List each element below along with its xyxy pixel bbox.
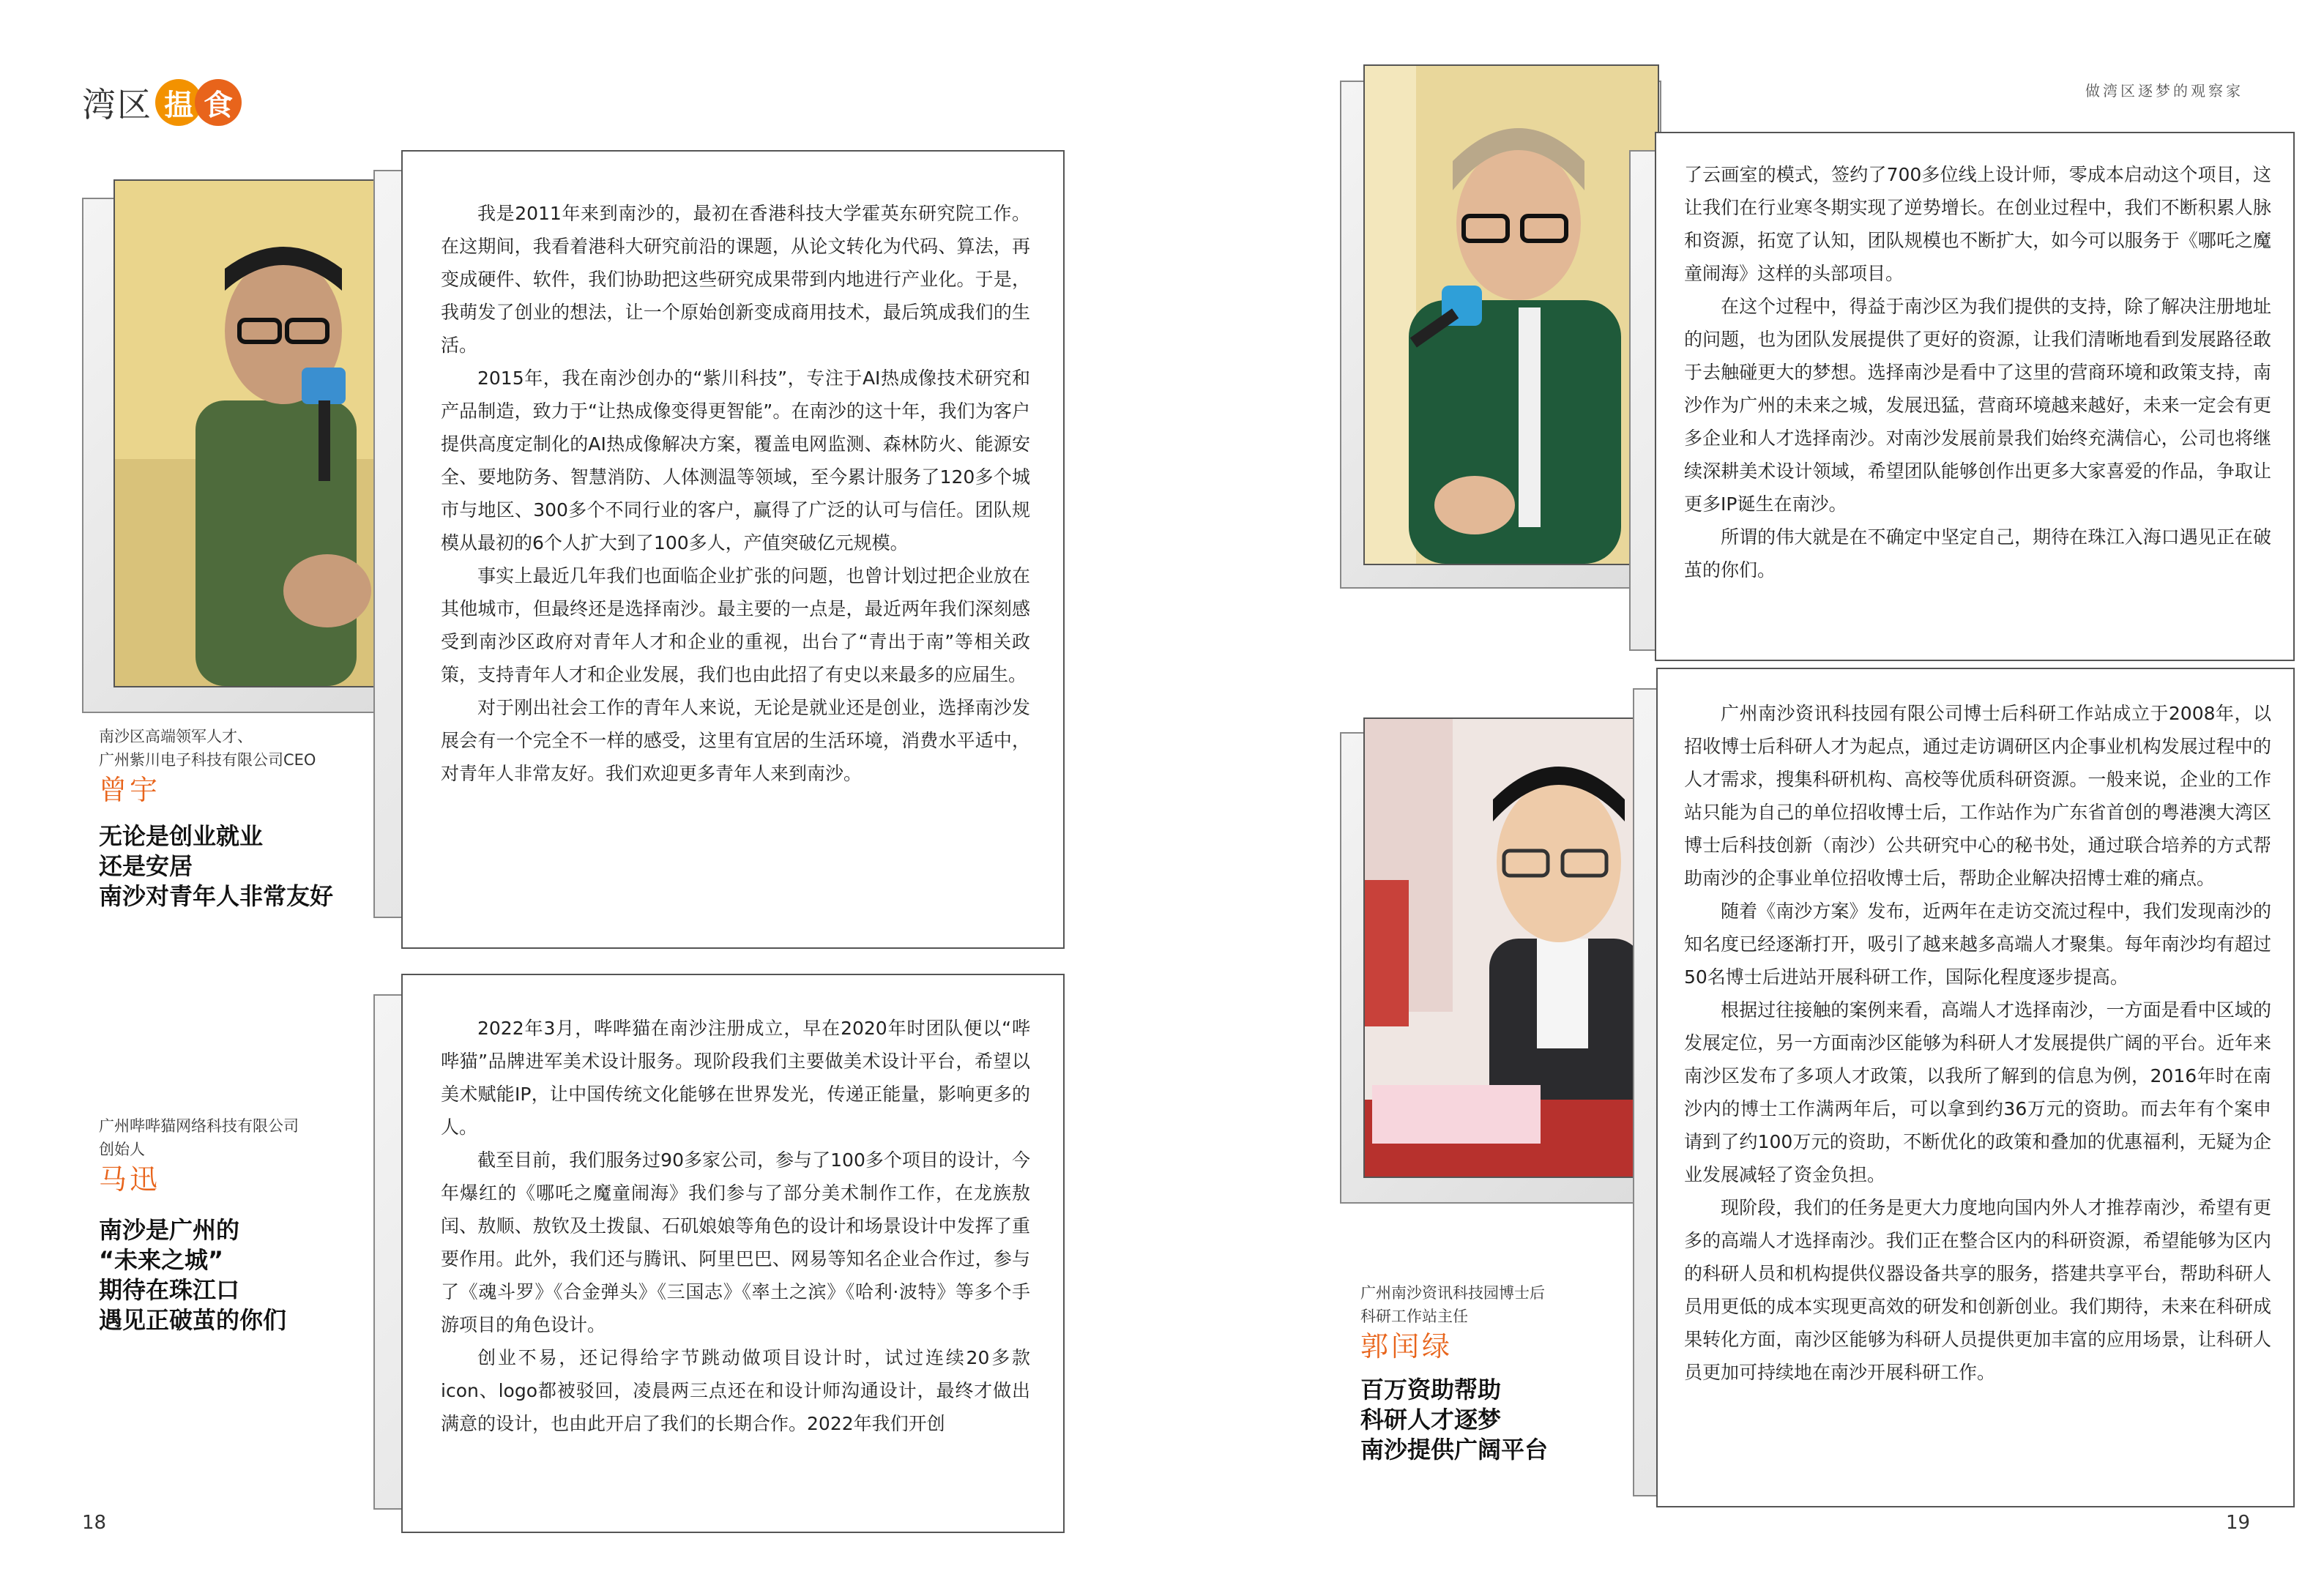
paragraph: 随着《南沙方案》发布，近两年在走访交流过程中，我们发现南沙的知名度已经逐渐打开，吸引了越来越多高端人才聚集。每年南沙均有超过50名博士后进站开展科研工作，国际化程度逐步提高。 (1684, 901, 2271, 988)
slogan-line: 南沙是广州的 (99, 1216, 240, 1244)
slogan-line: 无论是创业就业 (99, 822, 264, 850)
page-number-right: 19 (2226, 1512, 2251, 1534)
magazine-running-title: 做湾区逐梦的观察家 (2085, 82, 2243, 100)
slogan-line: 南沙提供广阔平台 (1360, 1436, 1549, 1464)
person-name: 郭闰绿 (1360, 1330, 1453, 1362)
slogan-line: 遇见正破茧的你们 (99, 1306, 287, 1334)
slogan-line: 百万资助帮助 (1360, 1376, 1502, 1403)
slogan-line: 南沙对青年人非常友好 (99, 882, 334, 910)
portrait-photo-1 (113, 179, 417, 687)
profile-3-article (1656, 668, 2295, 1507)
slogan-line: 期待在珠江口 (99, 1276, 240, 1304)
person-title: 广州哔哔猫网络科技有限公司 (99, 1117, 299, 1135)
person-name: 马迅 (99, 1163, 161, 1196)
profile-2-article-part-2 (1655, 132, 2295, 661)
portrait-photo-2 (1363, 64, 1659, 565)
profile-2-article-part-1 (401, 974, 1065, 1533)
portrait-photo-3 (1363, 717, 1659, 1178)
person-title: 科研工作站主任 (1360, 1308, 1468, 1325)
paragraph: 2022年3月，哔哔猫在南沙注册成立，早在2020年时团队便以“哔哔猫”品牌进军美术设计服务。现阶段我们主要做美术设计平台，希望以美术赋能IP，让中国传统文化能够在世界发光，传递正能量，影响更多的人。 (441, 1018, 1030, 1138)
section-badge-1: 揾 (155, 79, 202, 126)
paragraph: 我是2011年来到南沙的，最初在香港科技大学霍英东研究院工作。在这期间，我看着港科大研究前沿的课题，从论文转化为代码、算法，再变成硬件、软件，我们协助把这些研究成果带到内地进行产业化。于是，我萌发了创业的想法，让一个原始创新变成商用技术，最后筑成我们的生活。 (441, 203, 1030, 356)
section-badge-2: 食 (195, 79, 242, 126)
paragraph: 2015年，我在南沙创办的“紫川科技”，专注于AI热成像技术研究和产品制造，致力于“让热成像变得更智能”。在南沙的这十年，我们为客户提供高度定制化的AI热成像解决方案，覆盖电网监测、森林防火、能源安全、要地防务、智慧消防、人体测温等领域，至今累计服务了120多个城市与地区、300多个不同行业的客户，赢得了广泛的认可与信任。团队规模从最初的6个人扩大到了100多人，产值突破亿元规模。 (441, 368, 1030, 553)
profile-1-article (401, 150, 1065, 949)
paragraph: 在这个过程中，得益于南沙区为我们提供的支持，除了解决注册地址的问题，也为团队发展提供了更好的资源，让我们清晰地看到发展路径敢于去触碰更大的梦想。选择南沙是看中了这里的营商环境和政策支持，南沙作为广州的未来之城，发展迅猛，营商环境越来越好，未来一定会有更多企业和人才选择南沙。对南沙发展前景我们始终充满信心，公司也将继续深耕美术设计领域，希望团队能够创作出更多大家喜爱的作品，争取让更多IP诞生在南沙。 (1684, 296, 2271, 515)
slogan-line: 科研人才逐梦 (1360, 1406, 1502, 1434)
person-name: 曾宇 (99, 774, 161, 806)
profile-2-caption (99, 1114, 406, 1335)
paragraph: 截至目前，我们服务过90多家公司，参与了100多个项目的设计，今年爆红的《哪吒之魔童闹海》我们参与了部分美术制作工作，在龙族敖闰、敖顺、敖钦及土拨鼠、石矶娘娘等角色的设计和场景设计中发挥了重要作用。此外，我们还与腾讯、阿里巴巴、网易等知名企业合作过，参与了《魂斗罗》《合金弹头》《三国志》《率土之滨》《哈利·波特》等多个手游项目的角色设计。 (441, 1149, 1031, 1335)
person-title: 广州南沙资讯科技园博士后 (1360, 1284, 1545, 1302)
section-header (82, 73, 242, 132)
person-title: 广州紫川电子科技有限公司CEO (99, 751, 316, 769)
profile-1-caption (99, 725, 392, 911)
paragraph: 所谓的伟大就是在不确定中坚定自己，期待在珠江入海口遇见正在破茧的你们。 (1684, 526, 2271, 581)
paragraph: 现阶段，我们的任务是更大力度地向国内外人才推荐南沙，希望有更多的高端人才选择南沙。我们正在整合区内的科研资源，希望能够为区内的科研人员和机构提供仪器设备共享的服务，搭建共享平台，帮助科研人员用更低的成本实现更高效的研发和创新创业。我们期待，未来在科研成果转化方面，南沙区能够为科研人员提供更加丰富的应用场景，让科研人员更加可持续地在南沙开展科研工作。 (1684, 1197, 2271, 1383)
person-title: 南沙区高端领军人才、 (99, 728, 253, 745)
paragraph: 根据过往接触的案例来看，高端人才选择南沙，一方面是看中区域的发展定位，另一方面南沙区能够为科研人才发展提供广阔的平台。近年来南沙区发布了多项人才政策，以我所了解到的信息为例，2016年时在南沙内的博士工作满两年后，可以拿到约36万元的资助。而去年有个案申请到了约100万元的资助，不断优化的政策和叠加的优惠福利，无疑为企业发展减轻了资金负担。 (1684, 999, 2271, 1185)
paragraph: 广州南沙资讯科技园有限公司博士后科研工作站成立于2008年，以招收博士后科研人才为起点，通过走访调研区内企事业机构发展过程中的人才需求，搜集科研机构、高校等优质科研资源。一般来说，企业的工作站只能为自己的单位招收博士后，工作站作为广东省首创的粤港澳大湾区博士后科技创新（南沙）公共研究中心的秘书处，通过联合培养的方式帮助南沙的企事业单位招收博士后，帮助企业解决招博士难的痛点。 (1684, 703, 2271, 889)
paragraph: 对于刚出社会工作的青年人来说，无论是就业还是创业，选择南沙发展会有一个完全不一样的感受，这里有宜居的生活环境，消费水平适中，对青年人非常友好。我们欢迎更多青年人来到南沙。 (441, 697, 1030, 784)
slogan-line: “未来之城” (99, 1246, 224, 1274)
page-number-left: 18 (82, 1512, 107, 1534)
slogan-line: 还是安居 (99, 852, 193, 880)
person-title: 创始人 (99, 1141, 145, 1158)
profile-3-caption (1360, 1281, 1653, 1465)
paragraph: 创业不易，还记得给字节跳动做项目设计时，试过连续20多款icon、logo都被驳回，凌晨两三点还在和设计师沟通设计，最终才做出满意的设计，也由此开启了我们的长期合作。2022年我们开创 (441, 1347, 1030, 1434)
section-prefix: 湾区 (82, 85, 152, 124)
paragraph: 事实上最近几年我们也面临企业扩张的问题，也曾计划过把企业放在其他城市，但最终还是选择南沙。最主要的一点是，最近两年我们深刻感受到南沙区政府对青年人才和企业的重视，出台了“青出于南”等相关政策，支持青年人才和企业发展，我们也由此招了有史以来最多的应届生。 (441, 565, 1030, 685)
paragraph: 了云画室的模式，签约了700多位线上设计师，零成本启动这个项目，这让我们在行业寒冬期实现了逆势增长。在创业过程中，我们不断积累人脉和资源，拓宽了认知，团队规模也不断扩大，如今可以服务于《哪吒之魔童闹海》这样的头部项目。 (1684, 164, 2271, 284)
